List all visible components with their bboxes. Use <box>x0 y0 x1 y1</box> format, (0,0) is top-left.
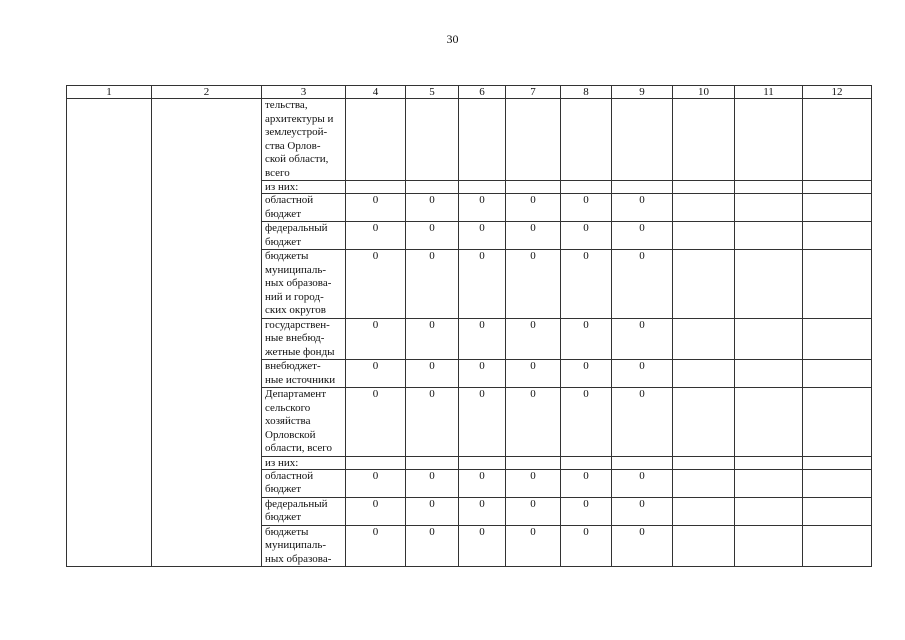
value-cell <box>506 99 561 181</box>
empty-cell <box>673 456 735 469</box>
value-cell <box>406 99 459 181</box>
table-row <box>67 99 872 181</box>
empty-cell <box>673 250 735 319</box>
value-cell: 0 <box>561 497 612 525</box>
row-label: Департамент сельского хозяйства Орловской области, всего <box>262 388 346 457</box>
value-cell: 0 <box>506 388 561 457</box>
value-cell <box>506 181 561 194</box>
value-cell: 0 <box>612 250 673 319</box>
value-cell: 0 <box>406 222 459 250</box>
empty-cell <box>735 99 803 181</box>
value-cell: 0 <box>459 194 506 222</box>
column-header: 3 <box>262 86 346 99</box>
value-cell: 0 <box>459 388 506 457</box>
value-cell <box>561 456 612 469</box>
empty-cell <box>803 360 872 388</box>
column-header: 4 <box>346 86 406 99</box>
value-cell: 0 <box>406 497 459 525</box>
value-cell: 0 <box>406 360 459 388</box>
empty-cell <box>803 525 872 567</box>
empty-cell <box>735 250 803 319</box>
value-cell: 0 <box>506 469 561 497</box>
value-cell: 0 <box>561 250 612 319</box>
value-cell: 0 <box>459 222 506 250</box>
empty-cell <box>803 318 872 360</box>
page-number: 30 <box>446 32 459 46</box>
value-cell: 0 <box>506 250 561 319</box>
empty-cell <box>803 181 872 194</box>
row-label: бюджеты муниципаль- ных образова- <box>262 525 346 567</box>
row-label: тельства, архитектуры и землеустрой- ства Орлов- ской области, всего <box>262 99 346 181</box>
value-cell <box>346 181 406 194</box>
empty-cell <box>803 456 872 469</box>
value-cell: 0 <box>346 469 406 497</box>
empty-cell <box>803 497 872 525</box>
value-cell <box>612 181 673 194</box>
column-header: 7 <box>506 86 561 99</box>
value-cell: 0 <box>346 318 406 360</box>
empty-cell <box>673 99 735 181</box>
empty-cell <box>673 181 735 194</box>
value-cell <box>459 181 506 194</box>
empty-cell <box>673 222 735 250</box>
value-cell: 0 <box>506 222 561 250</box>
row-label: внебюджет- ные источники <box>262 360 346 388</box>
value-cell: 0 <box>406 194 459 222</box>
value-cell: 0 <box>346 360 406 388</box>
empty-cell <box>735 222 803 250</box>
value-cell: 0 <box>459 250 506 319</box>
column-header: 5 <box>406 86 459 99</box>
value-cell <box>506 456 561 469</box>
value-cell <box>459 456 506 469</box>
value-cell: 0 <box>459 497 506 525</box>
row-label: бюджеты муниципаль- ных образова- ний и город- ских округов <box>262 250 346 319</box>
value-cell: 0 <box>346 525 406 567</box>
value-cell: 0 <box>406 525 459 567</box>
empty-cell <box>803 99 872 181</box>
value-cell: 0 <box>459 525 506 567</box>
value-cell: 0 <box>612 360 673 388</box>
value-cell: 0 <box>561 222 612 250</box>
empty-cell <box>803 222 872 250</box>
column-header: 11 <box>735 86 803 99</box>
row-label: из них: <box>262 181 346 194</box>
value-cell: 0 <box>612 469 673 497</box>
empty-cell <box>735 497 803 525</box>
empty-cell <box>673 388 735 457</box>
col-1-cell <box>67 99 152 567</box>
row-label: областной бюджет <box>262 194 346 222</box>
value-cell: 0 <box>612 222 673 250</box>
value-cell: 0 <box>561 360 612 388</box>
value-cell <box>406 181 459 194</box>
value-cell <box>561 99 612 181</box>
table-header-row <box>67 86 872 99</box>
value-cell: 0 <box>406 250 459 319</box>
empty-cell <box>673 497 735 525</box>
column-header: 12 <box>803 86 872 99</box>
value-cell: 0 <box>561 318 612 360</box>
budget-table <box>66 85 872 567</box>
value-cell: 0 <box>346 388 406 457</box>
value-cell: 0 <box>406 469 459 497</box>
value-cell: 0 <box>506 360 561 388</box>
empty-cell <box>735 318 803 360</box>
value-cell: 0 <box>346 222 406 250</box>
empty-cell <box>803 388 872 457</box>
value-cell: 0 <box>506 525 561 567</box>
column-header: 8 <box>561 86 612 99</box>
empty-cell <box>735 388 803 457</box>
row-label: областной бюджет <box>262 469 346 497</box>
value-cell: 0 <box>346 250 406 319</box>
value-cell: 0 <box>459 318 506 360</box>
value-cell: 0 <box>561 469 612 497</box>
empty-cell <box>673 469 735 497</box>
value-cell: 0 <box>346 194 406 222</box>
row-label: из них: <box>262 456 346 469</box>
column-header: 6 <box>459 86 506 99</box>
empty-cell <box>673 525 735 567</box>
row-label: федеральный бюджет <box>262 497 346 525</box>
empty-cell <box>673 318 735 360</box>
value-cell: 0 <box>406 388 459 457</box>
empty-cell <box>735 525 803 567</box>
empty-cell <box>803 250 872 319</box>
value-cell: 0 <box>561 525 612 567</box>
value-cell: 0 <box>561 388 612 457</box>
value-cell: 0 <box>459 469 506 497</box>
empty-cell <box>673 194 735 222</box>
empty-cell <box>803 469 872 497</box>
value-cell: 0 <box>612 497 673 525</box>
value-cell <box>612 456 673 469</box>
value-cell <box>561 181 612 194</box>
empty-cell <box>735 469 803 497</box>
column-header: 10 <box>673 86 735 99</box>
value-cell: 0 <box>612 194 673 222</box>
empty-cell <box>735 360 803 388</box>
value-cell: 0 <box>346 497 406 525</box>
row-label: государствен- ные внебюд- жетные фонды <box>262 318 346 360</box>
value-cell: 0 <box>612 525 673 567</box>
value-cell: 0 <box>506 318 561 360</box>
empty-cell <box>673 360 735 388</box>
value-cell <box>459 99 506 181</box>
empty-cell <box>803 194 872 222</box>
value-cell <box>612 99 673 181</box>
value-cell: 0 <box>612 318 673 360</box>
value-cell: 0 <box>561 194 612 222</box>
value-cell <box>406 456 459 469</box>
empty-cell <box>735 194 803 222</box>
empty-cell <box>735 181 803 194</box>
col-2-cell <box>152 99 262 567</box>
row-label: федеральный бюджет <box>262 222 346 250</box>
value-cell: 0 <box>459 360 506 388</box>
value-cell: 0 <box>406 318 459 360</box>
empty-cell <box>735 456 803 469</box>
value-cell <box>346 456 406 469</box>
value-cell: 0 <box>612 388 673 457</box>
column-header: 1 <box>67 86 152 99</box>
value-cell <box>346 99 406 181</box>
value-cell: 0 <box>506 194 561 222</box>
column-header: 9 <box>612 86 673 99</box>
column-header: 2 <box>152 86 262 99</box>
value-cell: 0 <box>506 497 561 525</box>
